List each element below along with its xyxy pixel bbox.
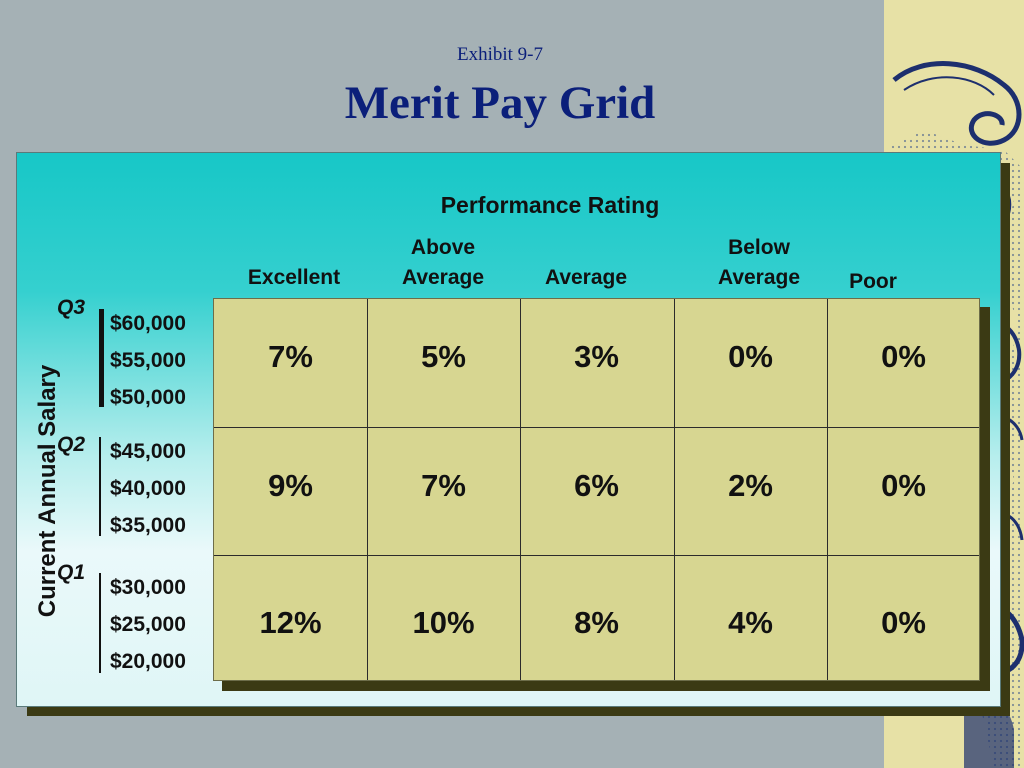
merit-cell: 3%: [574, 339, 619, 374]
salary-label: $20,000: [110, 650, 186, 673]
column-header-line1: Below: [728, 236, 790, 259]
column-header-line2: Average: [717, 266, 801, 289]
column-header-above-average: [368, 233, 518, 293]
merit-cell: 7%: [421, 468, 466, 503]
merit-cell: 10%: [412, 605, 475, 640]
column-header-line2: Excellent: [247, 266, 341, 289]
merit-cell: 6%: [574, 468, 619, 503]
merit-cell: 0%: [881, 468, 926, 503]
salary-label: $55,000: [110, 349, 186, 372]
merit-cell: 8%: [574, 605, 619, 640]
quartile-label: Q2: [57, 433, 86, 456]
y-axis-label: Current Annual Salary: [34, 364, 61, 618]
column-header-line1: Above: [410, 236, 476, 259]
salary-label: $25,000: [110, 613, 186, 636]
column-header-line1: [798, 237, 948, 267]
merit-cell: 12%: [259, 605, 322, 640]
merit-grid: [213, 298, 980, 681]
merit-cell: 9%: [268, 468, 313, 503]
quartile-bracket: [99, 437, 101, 536]
page-title: Merit Pay Grid: [344, 77, 656, 129]
merit-cell: 0%: [881, 339, 926, 374]
quartile-bracket: [99, 573, 101, 673]
grid-divider: [214, 555, 979, 556]
column-header-excellent: [219, 233, 369, 293]
salary-label: $45,000: [110, 440, 186, 463]
performance-rating-heading: Performance Rating: [440, 192, 660, 218]
column-header-line1: [219, 233, 369, 263]
quartile-label: Q1: [57, 561, 86, 584]
column-header-poor: [798, 237, 948, 297]
merit-cell: 7%: [268, 339, 313, 374]
exhibit-number: Exhibit 9-7: [456, 44, 544, 65]
salary-label: $35,000: [110, 514, 186, 537]
merit-cell: 0%: [881, 605, 926, 640]
salary-label: $50,000: [110, 386, 186, 409]
merit-cell: 0%: [728, 339, 773, 374]
column-header-line2: Average: [401, 266, 485, 289]
quartile-bracket: [99, 309, 104, 407]
column-header-average: [511, 233, 661, 293]
grid-divider: [214, 427, 979, 428]
merit-cell: 5%: [421, 339, 466, 374]
quartile-label: Q3: [57, 296, 86, 319]
column-header-line2: Poor: [849, 270, 897, 293]
column-header-line1: [511, 233, 661, 263]
merit-cell: 2%: [728, 468, 773, 503]
column-header-line2: Average: [544, 266, 628, 289]
merit-cell: 4%: [728, 605, 773, 640]
salary-label: $30,000: [110, 576, 186, 599]
salary-label: $40,000: [110, 477, 186, 500]
salary-label: $60,000: [110, 312, 186, 335]
